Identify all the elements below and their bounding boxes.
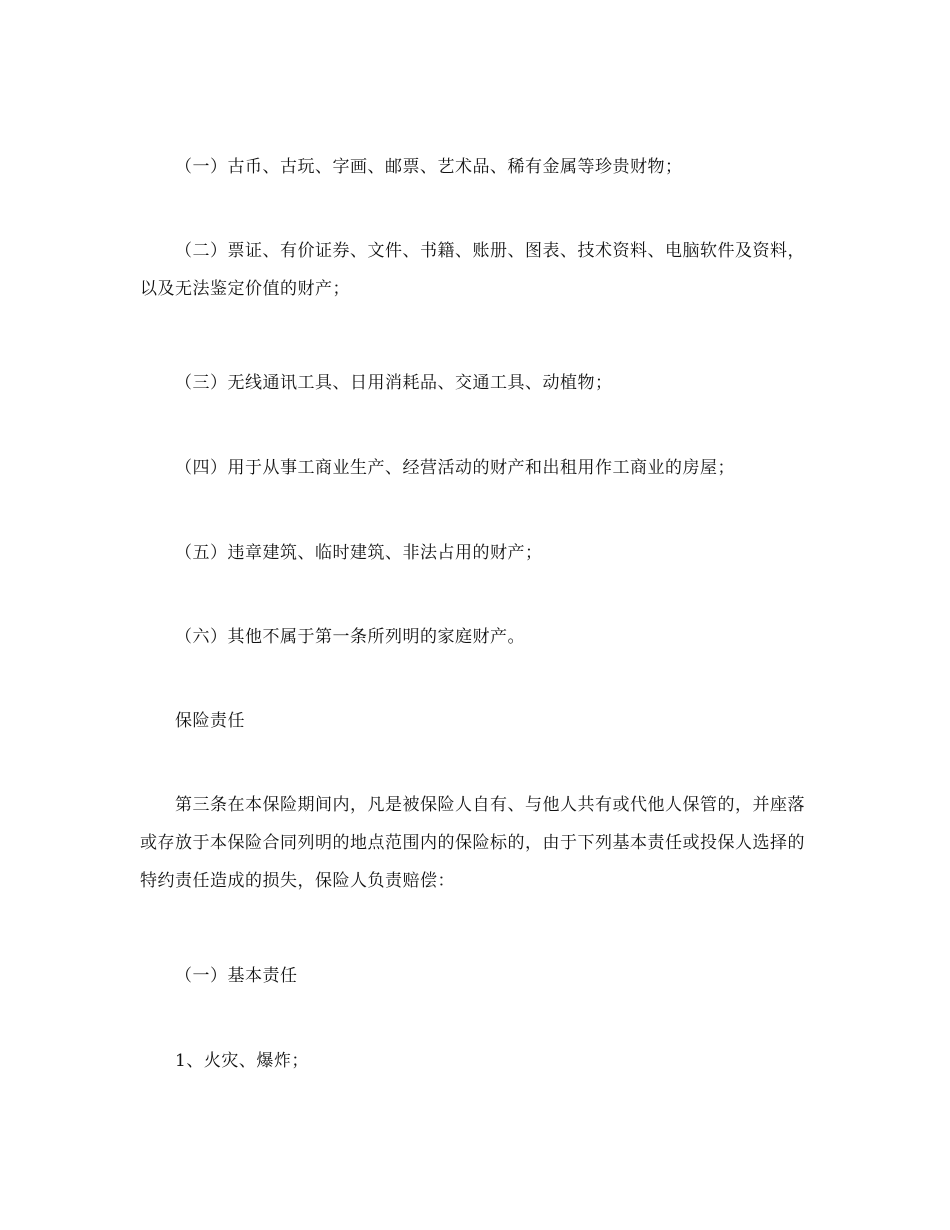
paragraph-excluded-valuables: （一）古币、古玩、字画、邮票、艺术品、稀有金属等珍贵财物； [175,157,683,177]
paragraph-excluded-documents: （二）票证、有价证券、文件、书籍、账册、图表、技术资料、电脑软件及资料，以及无法鉴定价值的财产； [140,241,805,299]
paragraph-article-three: 第三条在本保险期间内，凡是被保险人自有、与他人共有或代他人保管的，并座落或存放于本保险合同列明的地点范围内的保险标的，由于下列基本责任或投保人选择的特约责任造成的损失，保险人负责赔偿： [140,795,805,891]
section-heading-insurance-liability: 保险责任 [175,711,245,731]
paragraph-excluded-illegal-buildings: （五）违章建筑、临时建筑、非法占用的财产； [175,543,543,563]
paragraph-excluded-consumables: （三）无线通讯工具、日用消耗品、交通工具、动植物； [175,373,613,393]
paragraph-excluded-other: （六）其他不属于第一条所列明的家庭财产。 [175,627,525,647]
subheading-basic-liability: （一）基本责任 [175,966,298,986]
list-item-fire-explosion: 1、火灾、爆炸； [175,1051,309,1071]
paragraph-excluded-commercial: （四）用于从事工商业生产、经营活动的财产和出租用作工商业的房屋； [175,458,735,478]
